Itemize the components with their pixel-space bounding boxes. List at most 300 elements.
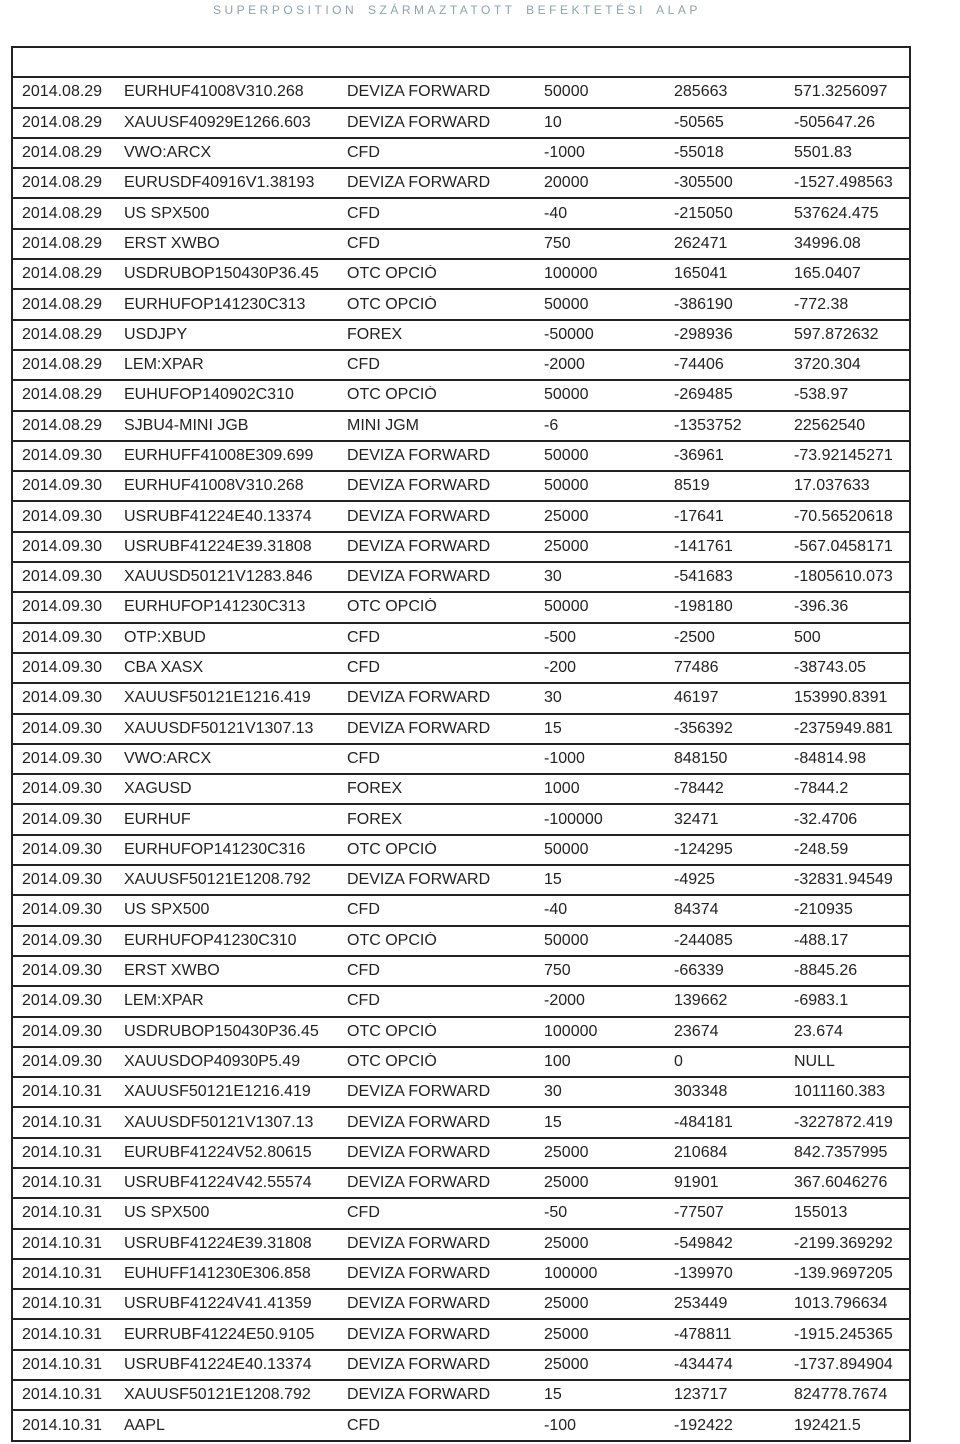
cell-instrument: EURHUF bbox=[124, 810, 191, 828]
cell-value: -298936 bbox=[674, 325, 733, 343]
cell-value: -55018 bbox=[674, 144, 724, 162]
cell-amount: 824778.7674 bbox=[794, 1386, 888, 1404]
cell-instrument: XAUUSD50121V1283.846 bbox=[124, 568, 313, 586]
cell-quantity: -50000 bbox=[544, 325, 594, 343]
cell-value: -36961 bbox=[674, 447, 724, 464]
cell-quantity: -100000 bbox=[544, 810, 603, 828]
table-row bbox=[13, 836, 909, 866]
cell-value: -1353752 bbox=[674, 416, 742, 434]
cell-amount: -73.92145271 bbox=[794, 447, 893, 464]
cell-value: -17641 bbox=[674, 507, 724, 525]
cell-instrument: USRUBF41224E39.31808 bbox=[124, 1234, 312, 1252]
cell-value: -141761 bbox=[674, 537, 733, 555]
cell-date: 2014.09.30 bbox=[22, 477, 103, 495]
cell-amount: -139.9697205 bbox=[794, 1265, 893, 1283]
derivatives-table bbox=[11, 46, 911, 1442]
cell-instrument: XAUUSF50121E1216.419 bbox=[124, 689, 311, 707]
cell-date: 2014.09.30 bbox=[22, 1022, 103, 1040]
cell-instrument: US SPX500 bbox=[124, 1204, 210, 1222]
cell-quantity: 25000 bbox=[544, 1355, 589, 1373]
table-row bbox=[13, 866, 909, 896]
cell-instrument: XAGUSD bbox=[124, 780, 192, 798]
cell-value: -4925 bbox=[674, 871, 715, 889]
table-row bbox=[13, 1108, 909, 1138]
cell-type: DEVIZA FORWARD bbox=[347, 1234, 491, 1252]
cell-instrument: LEM:XPAR bbox=[124, 356, 204, 374]
cell-instrument: XAUUSDF50121V1307.13 bbox=[124, 719, 314, 737]
cell-amount: 34996.08 bbox=[794, 234, 861, 252]
cell-instrument: XAUUSDF50121V1307.13 bbox=[124, 1113, 314, 1131]
cell-value: -192422 bbox=[674, 1416, 733, 1434]
table-row bbox=[13, 290, 909, 320]
cell-quantity: 100000 bbox=[544, 1022, 598, 1040]
cell-instrument: EURHUFOP141230C313 bbox=[124, 295, 306, 313]
cell-instrument: USDJPY bbox=[124, 325, 188, 343]
cell-amount: 155013 bbox=[794, 1204, 848, 1222]
cell-value: -124295 bbox=[674, 840, 733, 858]
cell-amount: 3720.304 bbox=[794, 356, 861, 374]
cell-type: DEVIZA FORWARD bbox=[347, 1295, 491, 1313]
cell-quantity: 50000 bbox=[544, 386, 589, 404]
table-row bbox=[13, 593, 909, 623]
cell-date: 2014.08.29 bbox=[22, 144, 103, 162]
table-row bbox=[13, 199, 909, 229]
cell-amount: 23.674 bbox=[794, 1022, 843, 1040]
cell-amount: -2199.369292 bbox=[794, 1234, 893, 1252]
table-row bbox=[13, 260, 909, 290]
cell-type: FOREX bbox=[347, 325, 403, 343]
cell-type: DEVIZA FORWARD bbox=[347, 1386, 491, 1404]
cell-amount: 153990.8391 bbox=[794, 689, 888, 707]
cell-quantity: 100 bbox=[544, 1052, 571, 1070]
table-row bbox=[13, 1199, 909, 1229]
cell-date: 2014.09.30 bbox=[22, 871, 103, 889]
cell-type: CFD bbox=[347, 962, 380, 980]
table-row bbox=[13, 1290, 909, 1320]
cell-value: 285663 bbox=[674, 83, 728, 101]
cell-date: 2014.08.29 bbox=[22, 386, 103, 404]
cell-type: DEVIZA FORWARD bbox=[347, 568, 491, 586]
cell-amount: -3227872.419 bbox=[794, 1113, 893, 1131]
cell-amount: 367.6046276 bbox=[794, 1174, 888, 1192]
cell-instrument: EURHUFOP141230C313 bbox=[124, 598, 306, 616]
page-header-title: SUPERPOSITION SZÁRMAZTATOTT BEFEKTETÉSI ALAP bbox=[213, 3, 701, 17]
cell-quantity: 30 bbox=[544, 689, 562, 707]
table-row bbox=[13, 351, 909, 381]
cell-amount: -38743.05 bbox=[794, 659, 867, 677]
cell-instrument: EURHUF41008V310.268 bbox=[124, 477, 304, 495]
cell-type: DEVIZA FORWARD bbox=[347, 1174, 491, 1192]
cell-date: 2014.08.29 bbox=[22, 265, 103, 283]
cell-type: DEVIZA FORWARD bbox=[347, 1113, 491, 1131]
cell-value: -77507 bbox=[674, 1204, 724, 1222]
table-row bbox=[13, 109, 909, 139]
cell-quantity: 50000 bbox=[544, 447, 589, 464]
cell-instrument: EURHUF41008V310.268 bbox=[124, 83, 304, 101]
cell-quantity: 25000 bbox=[544, 1325, 589, 1343]
cell-type: DEVIZA FORWARD bbox=[347, 1083, 491, 1101]
table-row bbox=[13, 1381, 909, 1411]
table-row bbox=[13, 1169, 909, 1199]
cell-value: 848150 bbox=[674, 749, 728, 767]
cell-value: -66339 bbox=[674, 962, 724, 980]
cell-value: -50565 bbox=[674, 113, 724, 131]
cell-value: -74406 bbox=[674, 356, 724, 374]
cell-instrument: EURRUBF41224E50.9105 bbox=[124, 1325, 315, 1343]
cell-date: 2014.09.30 bbox=[22, 901, 103, 919]
cell-date: 2014.10.31 bbox=[22, 1113, 103, 1131]
cell-quantity: 750 bbox=[544, 962, 571, 980]
cell-value: -478811 bbox=[674, 1325, 732, 1343]
cell-quantity: 15 bbox=[544, 1113, 562, 1131]
cell-instrument: AAPL bbox=[124, 1416, 165, 1434]
cell-instrument: XAUUSF50121E1216.419 bbox=[124, 1083, 311, 1101]
cell-date: 2014.09.30 bbox=[22, 568, 103, 586]
blank-header-row bbox=[13, 48, 909, 78]
cell-date: 2014.08.29 bbox=[22, 204, 103, 222]
cell-type: OTC OPCIÓ bbox=[347, 295, 437, 313]
cell-type: DEVIZA FORWARD bbox=[347, 174, 491, 192]
cell-instrument: USRUBF41224E40.13374 bbox=[124, 507, 312, 525]
cell-value: 8519 bbox=[674, 477, 710, 495]
cell-value: 23674 bbox=[674, 1022, 719, 1040]
cell-amount: 571.3256097 bbox=[794, 83, 888, 101]
cell-amount: 5501.83 bbox=[794, 144, 852, 162]
cell-quantity: -500 bbox=[544, 628, 577, 646]
cell-quantity: -1000 bbox=[544, 144, 585, 162]
cell-type: OTC OPCIÓ bbox=[347, 1022, 437, 1040]
cell-quantity: 10 bbox=[544, 113, 562, 131]
cell-amount: -32831.94549 bbox=[794, 871, 893, 889]
cell-value: 123717 bbox=[674, 1386, 728, 1404]
cell-value: -484181 bbox=[674, 1113, 733, 1131]
cell-type: CFD bbox=[347, 1416, 380, 1434]
cell-value: -434474 bbox=[674, 1355, 733, 1373]
cell-quantity: 750 bbox=[544, 234, 571, 252]
cell-amount: -1737.894904 bbox=[794, 1355, 893, 1373]
cell-amount: 500 bbox=[794, 628, 821, 646]
cell-instrument: USDRUBOP150430P36.45 bbox=[124, 1022, 319, 1040]
cell-instrument: CBA XASX bbox=[124, 659, 204, 677]
cell-value: 32471 bbox=[674, 810, 719, 828]
cell-date: 2014.09.30 bbox=[22, 749, 103, 767]
cell-quantity: 50000 bbox=[544, 598, 589, 616]
cell-value: -386190 bbox=[674, 295, 733, 313]
cell-amount: -248.59 bbox=[794, 840, 849, 858]
cell-amount: -505647.26 bbox=[794, 113, 875, 131]
cell-quantity: 50000 bbox=[544, 83, 589, 101]
cell-instrument: VWO:ARCX bbox=[124, 144, 212, 162]
table-row bbox=[13, 230, 909, 260]
table-row bbox=[13, 1351, 909, 1381]
cell-value: 165041 bbox=[674, 265, 728, 283]
table-row bbox=[13, 1139, 909, 1169]
cell-quantity: 100000 bbox=[544, 1265, 598, 1283]
cell-quantity: 15 bbox=[544, 1386, 562, 1404]
cell-date: 2014.10.31 bbox=[22, 1204, 103, 1222]
table-row bbox=[13, 563, 909, 593]
cell-instrument: EURHUFOP41230C310 bbox=[124, 931, 297, 949]
cell-amount: -1527.498563 bbox=[794, 174, 893, 192]
cell-date: 2014.08.29 bbox=[22, 356, 103, 374]
cell-quantity: 1000 bbox=[544, 780, 580, 798]
cell-type: DEVIZA FORWARD bbox=[347, 507, 491, 525]
cell-value: 210684 bbox=[674, 1143, 728, 1161]
cell-type: DEVIZA FORWARD bbox=[347, 719, 491, 737]
cell-quantity: -2000 bbox=[544, 992, 585, 1010]
cell-quantity: -40 bbox=[544, 901, 568, 919]
cell-type: DEVIZA FORWARD bbox=[347, 1143, 491, 1161]
cell-instrument: ERST XWBO bbox=[124, 962, 220, 980]
cell-date: 2014.09.30 bbox=[22, 1052, 103, 1070]
cell-date: 2014.08.29 bbox=[22, 234, 103, 252]
cell-date: 2014.08.29 bbox=[22, 295, 103, 313]
cell-amount: -32.4706 bbox=[794, 810, 858, 828]
cell-date: 2014.09.30 bbox=[22, 447, 103, 464]
cell-quantity: 25000 bbox=[544, 1234, 589, 1252]
cell-amount: -1805610.073 bbox=[794, 568, 893, 586]
cell-value: -305500 bbox=[674, 174, 733, 192]
cell-quantity: -6 bbox=[544, 416, 559, 434]
cell-amount: -8845.26 bbox=[794, 962, 858, 980]
cell-date: 2014.08.29 bbox=[22, 174, 103, 192]
cell-amount: 1011160.383 bbox=[794, 1083, 886, 1101]
cell-quantity: 25000 bbox=[544, 1143, 589, 1161]
cell-quantity: 25000 bbox=[544, 1295, 589, 1313]
cell-value: -2500 bbox=[674, 628, 715, 646]
table-row bbox=[13, 169, 909, 199]
cell-type: CFD bbox=[347, 234, 380, 252]
cell-value: 84374 bbox=[674, 901, 719, 919]
cell-amount: NULL bbox=[794, 1052, 835, 1070]
cell-instrument: EURHUFF41008E309.699 bbox=[124, 447, 314, 464]
cell-quantity: 50000 bbox=[544, 840, 589, 858]
table-row bbox=[13, 502, 909, 532]
cell-instrument: US SPX500 bbox=[124, 901, 210, 919]
cell-value: 139662 bbox=[674, 992, 728, 1010]
cell-type: DEVIZA FORWARD bbox=[347, 537, 491, 555]
cell-amount: 22562540 bbox=[794, 416, 866, 434]
cell-type: DEVIZA FORWARD bbox=[347, 871, 491, 889]
cell-instrument: LEM:XPAR bbox=[124, 992, 204, 1010]
cell-value: -244085 bbox=[674, 931, 733, 949]
cell-type: FOREX bbox=[347, 780, 403, 798]
cell-type: DEVIZA FORWARD bbox=[347, 1265, 491, 1283]
cell-date: 2014.08.29 bbox=[22, 416, 103, 434]
cell-value: 91901 bbox=[674, 1174, 719, 1192]
table-row bbox=[13, 957, 909, 987]
cell-date: 2014.09.30 bbox=[22, 810, 103, 828]
cell-date: 2014.10.31 bbox=[22, 1265, 103, 1283]
cell-amount: -538.97 bbox=[794, 386, 849, 404]
cell-date: 2014.10.31 bbox=[22, 1416, 103, 1434]
cell-type: CFD bbox=[347, 628, 380, 646]
cell-type: CFD bbox=[347, 749, 380, 767]
cell-amount: -7844.2 bbox=[794, 780, 849, 798]
cell-amount: -70.56520618 bbox=[794, 507, 893, 525]
cell-value: -198180 bbox=[674, 598, 733, 616]
cell-instrument: OTP:XBUD bbox=[124, 628, 206, 646]
table-row bbox=[13, 442, 909, 472]
cell-amount: 165.0407 bbox=[794, 265, 861, 283]
cell-value: -356392 bbox=[674, 719, 733, 737]
cell-instrument: EUHUFF141230E306.858 bbox=[124, 1265, 311, 1283]
table-row bbox=[13, 684, 909, 714]
cell-value: -269485 bbox=[674, 386, 733, 404]
cell-date: 2014.09.30 bbox=[22, 507, 103, 525]
cell-type: MINI JGM bbox=[347, 416, 419, 434]
cell-instrument: XAUUSDOP40930P5.49 bbox=[124, 1052, 301, 1070]
cell-date: 2014.10.31 bbox=[22, 1234, 103, 1252]
cell-amount: 17.037633 bbox=[794, 477, 870, 495]
cell-type: CFD bbox=[347, 659, 380, 677]
cell-quantity: 15 bbox=[544, 871, 562, 889]
cell-amount: -2375949.881 bbox=[794, 719, 893, 737]
cell-type: FOREX bbox=[347, 810, 403, 828]
table-row bbox=[13, 381, 909, 411]
cell-instrument: EUHUFOP140902C310 bbox=[124, 386, 294, 404]
table-row bbox=[13, 1411, 909, 1441]
cell-date: 2014.10.31 bbox=[22, 1143, 103, 1161]
cell-type: DEVIZA FORWARD bbox=[347, 447, 491, 464]
cell-type: DEVIZA FORWARD bbox=[347, 113, 491, 131]
cell-type: OTC OPCIÓ bbox=[347, 386, 437, 404]
cell-type: CFD bbox=[347, 144, 380, 162]
cell-value: -541683 bbox=[674, 568, 733, 586]
cell-quantity: -2000 bbox=[544, 356, 585, 374]
cell-amount: -6983.1 bbox=[794, 992, 849, 1010]
cell-quantity: 30 bbox=[544, 568, 562, 586]
cell-date: 2014.10.31 bbox=[22, 1355, 103, 1373]
cell-date: 2014.09.30 bbox=[22, 962, 103, 980]
cell-value: 0 bbox=[674, 1052, 683, 1070]
table-row bbox=[13, 805, 909, 835]
cell-type: OTC OPCIÓ bbox=[347, 931, 437, 949]
cell-quantity: 25000 bbox=[544, 537, 589, 555]
cell-type: OTC OPCIÓ bbox=[347, 598, 437, 616]
cell-amount: -772.38 bbox=[794, 295, 849, 313]
cell-date: 2014.10.31 bbox=[22, 1174, 103, 1192]
cell-quantity: 25000 bbox=[544, 507, 589, 525]
cell-instrument: US SPX500 bbox=[124, 204, 210, 222]
cell-instrument: EURHUFOP141230C316 bbox=[124, 840, 306, 858]
table-row bbox=[13, 139, 909, 169]
cell-type: OTC OPCIÓ bbox=[347, 840, 437, 858]
cell-amount: 537624.475 bbox=[794, 204, 879, 222]
cell-instrument: EURUBF41224V52.80615 bbox=[124, 1143, 312, 1161]
cell-instrument: USRUBF41224V42.55574 bbox=[124, 1174, 312, 1192]
cell-type: CFD bbox=[347, 992, 380, 1010]
table-row bbox=[13, 745, 909, 775]
cell-date: 2014.10.31 bbox=[22, 1325, 103, 1343]
table-row bbox=[13, 533, 909, 563]
cell-instrument: USDRUBOP150430P36.45 bbox=[124, 265, 319, 283]
cell-date: 2014.09.30 bbox=[22, 931, 103, 949]
cell-instrument: XAUUSF50121E1208.792 bbox=[124, 871, 311, 889]
cell-value: -78442 bbox=[674, 780, 724, 798]
cell-instrument: USRUBF41224E40.13374 bbox=[124, 1355, 312, 1373]
cell-instrument: USRUBF41224E39.31808 bbox=[124, 537, 312, 555]
cell-date: 2014.09.30 bbox=[22, 598, 103, 616]
table-row bbox=[13, 927, 909, 957]
cell-value: 77486 bbox=[674, 659, 719, 677]
cell-value: -549842 bbox=[674, 1234, 733, 1252]
cell-amount: -567.0458171 bbox=[794, 537, 893, 555]
cell-instrument: USRUBF41224V41.41359 bbox=[124, 1295, 312, 1313]
table-row bbox=[13, 624, 909, 654]
cell-value: 303348 bbox=[674, 1083, 728, 1101]
table-row bbox=[13, 775, 909, 805]
table-row bbox=[13, 1048, 909, 1078]
cell-date: 2014.09.30 bbox=[22, 659, 103, 677]
cell-amount: -396.36 bbox=[794, 598, 849, 616]
table-row bbox=[13, 472, 909, 502]
table-row bbox=[13, 896, 909, 926]
cell-date: 2014.10.31 bbox=[22, 1386, 103, 1404]
cell-amount: 842.7357995 bbox=[794, 1143, 888, 1161]
cell-instrument: XAUUSF40929E1266.603 bbox=[124, 113, 311, 131]
cell-amount: -210935 bbox=[794, 901, 853, 919]
table-row bbox=[13, 654, 909, 684]
cell-instrument: ERST XWBO bbox=[124, 234, 220, 252]
cell-amount: 192421.5 bbox=[794, 1416, 861, 1434]
cell-instrument: EURUSDF40916V1.38193 bbox=[124, 174, 315, 192]
cell-date: 2014.09.30 bbox=[22, 840, 103, 858]
cell-type: CFD bbox=[347, 1204, 380, 1222]
cell-amount: -1915.245365 bbox=[794, 1325, 893, 1343]
cell-date: 2014.10.31 bbox=[22, 1295, 103, 1313]
cell-value: -139970 bbox=[674, 1265, 733, 1283]
cell-quantity: 25000 bbox=[544, 1174, 589, 1192]
cell-date: 2014.09.30 bbox=[22, 992, 103, 1010]
table-row bbox=[13, 1018, 909, 1048]
cell-quantity: 30 bbox=[544, 1083, 562, 1101]
cell-type: CFD bbox=[347, 356, 380, 374]
table-row bbox=[13, 1078, 909, 1108]
cell-quantity: -50 bbox=[544, 1204, 568, 1222]
table-row bbox=[13, 1230, 909, 1260]
cell-date: 2014.09.30 bbox=[22, 537, 103, 555]
table-row bbox=[13, 987, 909, 1017]
cell-type: CFD bbox=[347, 204, 380, 222]
cell-value: 262471 bbox=[674, 234, 728, 252]
cell-date: 2014.08.29 bbox=[22, 325, 103, 343]
cell-amount: 1013.796634 bbox=[794, 1295, 888, 1313]
cell-type: DEVIZA FORWARD bbox=[347, 83, 491, 101]
cell-quantity: -40 bbox=[544, 204, 568, 222]
cell-type: DEVIZA FORWARD bbox=[347, 1355, 491, 1373]
table-row bbox=[13, 412, 909, 442]
cell-date: 2014.08.29 bbox=[22, 83, 103, 101]
cell-date: 2014.10.31 bbox=[22, 1083, 103, 1101]
cell-type: DEVIZA FORWARD bbox=[347, 1325, 491, 1343]
cell-date: 2014.09.30 bbox=[22, 689, 103, 707]
cell-quantity: -100 bbox=[544, 1416, 577, 1434]
cell-type: DEVIZA FORWARD bbox=[347, 689, 491, 707]
cell-quantity: 50000 bbox=[544, 295, 589, 313]
cell-value: 253449 bbox=[674, 1295, 728, 1313]
cell-type: OTC OPCIÓ bbox=[347, 1052, 437, 1070]
table-row bbox=[13, 321, 909, 351]
cell-date: 2014.08.29 bbox=[22, 113, 103, 131]
cell-type: CFD bbox=[347, 901, 380, 919]
cell-date: 2014.09.30 bbox=[22, 628, 103, 646]
cell-amount: 597.872632 bbox=[794, 325, 879, 343]
table-row bbox=[13, 1260, 909, 1290]
cell-type: OTC OPCIÓ bbox=[347, 265, 437, 283]
cell-date: 2014.09.30 bbox=[22, 719, 103, 737]
cell-amount: -488.17 bbox=[794, 931, 849, 949]
